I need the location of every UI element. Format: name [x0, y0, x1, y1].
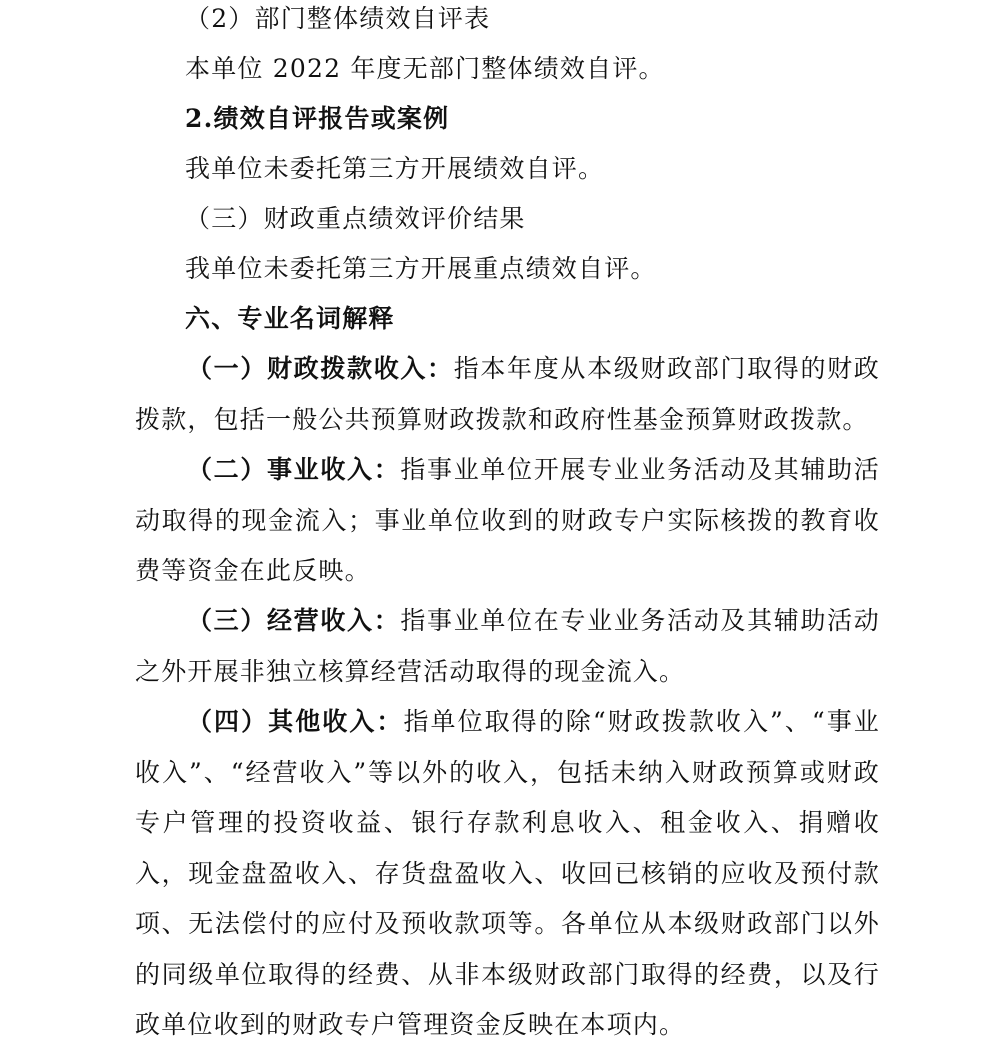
paragraph-no-department-self-evaluation: 本单位 2022 年度无部门整体绩效自评。 [185, 54, 665, 83]
definition-term: （二）事业收入： [187, 455, 401, 484]
definition-term: （一）财政拨款收入： [187, 354, 454, 383]
definition-term: （四）其他收入： [187, 707, 404, 736]
subsection-heading-key-performance-results: （三）财政重点绩效评价结果 [185, 204, 526, 233]
definition-paragraph-other-income [135, 697, 880, 1051]
section-heading-self-evaluation-report: 2.绩效自评报告或案例 [185, 104, 450, 133]
definition-text: 指事业单位开展专业业务活动及其辅助活动取得的现金流入；事业单位收到的财政专户实际核拨的教育收费等资金在此反映。 [135, 455, 880, 585]
subsection-heading-department-self-evaluation-table: （2）部门整体绩效自评表 [185, 4, 491, 33]
definition-paragraph-operating-income [135, 596, 880, 697]
definition-text: 指本年度从本级财政部门取得的财政拨款，包括一般公共预算财政拨款和政府性基金预算财政拨款。 [135, 354, 880, 434]
definition-text: 指事业单位在专业业务活动及其辅助活动之外开展非独立核算经营活动取得的现金流入。 [135, 606, 880, 686]
definition-paragraph-business-income [135, 445, 880, 597]
paragraph-no-third-party-evaluation: 我单位未委托第三方开展绩效自评。 [185, 154, 605, 183]
paragraph-no-key-evaluation: 我单位未委托第三方开展重点绩效自评。 [185, 254, 657, 283]
section-heading-glossary: 六、专业名词解释 [185, 304, 395, 333]
definition-paragraph-fiscal-appropriation [135, 344, 880, 445]
definition-term: （三）经营收入： [187, 606, 401, 635]
definition-text: 指单位取得的除“财政拨款收入”、“事业收入”、“经营收入”等以外的收入，包括未纳入财政预算或财政专户管理的投资收益、银行存款利息收入、租金收入、捐赠收入，现金盘盈收入、存货盘盈收入、收回已核销的应收及预付款项、无法偿付的应付及预收款项等。各单位从本级财政部门以外的同级单位取得的经费、从非本级财政部门取得的经费，以及行政单位收到的财政专户管理资金反映在本项内。 [135, 707, 880, 1039]
